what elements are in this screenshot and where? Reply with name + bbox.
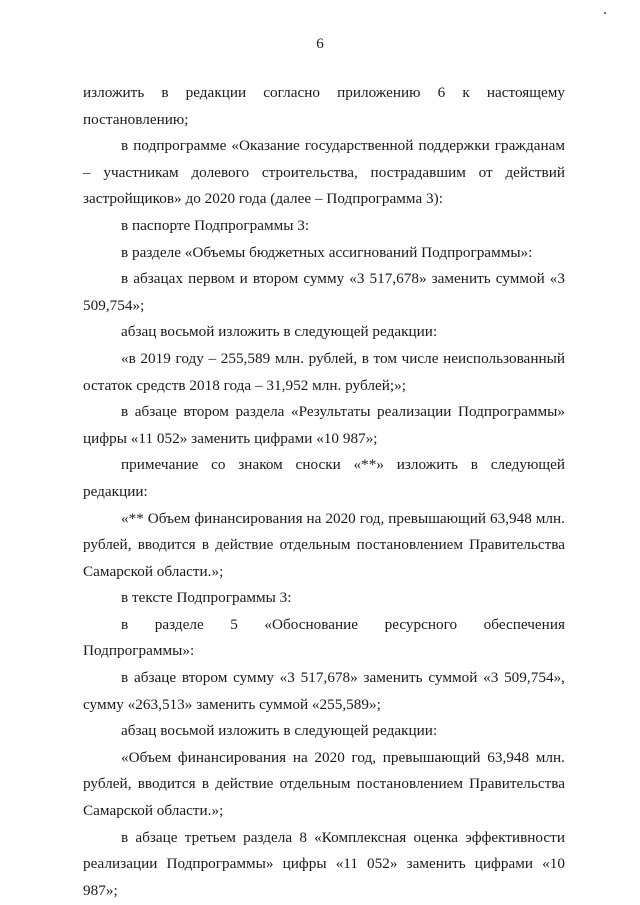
document-body — [83, 80, 565, 904]
paragraph-footnote-text: «** Объем финансирования на 2020 год, превышающий 63,948 млн. рублей, вводится в действие отдельным постановлением Правительства Самарской области.»; — [83, 509, 565, 580]
paragraph-continuation: изложить в редакции согласно приложению 6 к настоящему постановлению; — [83, 84, 565, 128]
paragraph-section-8: в абзаце третьем раздела 8 «Комплексная оценка эффективности реализации Подпрограммы» цифры «11 052» заменить цифрами «10 987»; — [83, 828, 565, 899]
scan-speck — [604, 12, 606, 14]
paragraph-2019-funding: «в 2019 году – 255,589 млн. рублей, в том числе неиспользованный остаток средств 2018 года – 31,952 млн. рублей;»; — [83, 349, 565, 394]
paragraph-sum-change: в абзацах первом и втором сумму «3 517,678» заменить суммой «3 509,754»; — [83, 270, 565, 314]
paragraph-eighth-clause-2: абзац восьмой изложить в следующей редакции: — [121, 722, 438, 740]
paragraph-2020-funding: «Объем финансирования на 2020 год, превышающий 63,948 млн. рублей, вводится в действие отдельным постановлением Правительства Самарской области.»; — [83, 748, 565, 820]
page-number: 6 — [316, 36, 324, 52]
paragraph-passport: в паспорте Подпрограммы 3: — [121, 216, 310, 234]
paragraph-footnote-note: примечание со знаком сноски «**» изложить в следующей редакции: — [83, 456, 565, 500]
paragraph-subprogram-intro: в подпрограмме «Оказание государственной поддержки гражданам – участникам долевого строительства, пострадавшим от действий застройщиков» до 2020 года (далее – Подпрограмма 3): — [83, 137, 565, 208]
paragraph-section-5-sums: в абзаце втором сумму «3 517,678» заменить суммой «3 509,754», сумму «263,513» заменить суммой «255,589»; — [83, 669, 565, 713]
paragraph-section-5: в разделе 5 «Обоснование ресурсного обеспечения Подпрограммы»: — [83, 615, 565, 660]
paragraph-eighth-clause: абзац восьмой изложить в следующей редакции: — [121, 323, 438, 341]
paragraph-results-figures: в абзаце втором раздела «Результаты реализации Подпрограммы» цифры «11 052» заменить цифрами «10 987»; — [83, 403, 565, 447]
paragraph-subprogram-text: в тексте Подпрограммы 3: — [121, 589, 292, 607]
paragraph-budget-section: в разделе «Объемы бюджетных ассигнований Подпрограммы»: — [121, 243, 533, 261]
